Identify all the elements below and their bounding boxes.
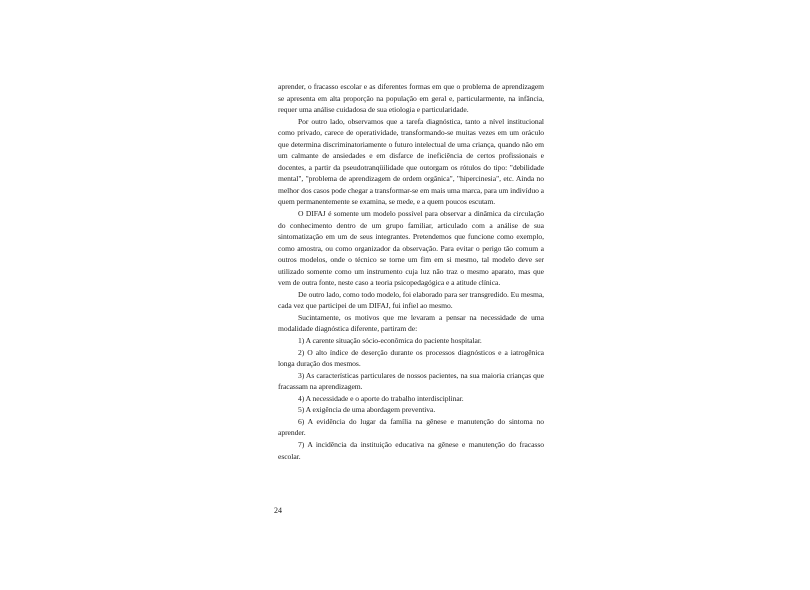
page-number: 24	[274, 506, 282, 515]
paragraph-motives-intro: Sucintamente, os motivos que me levaram a pensar na necessidade de uma modalidade diagnóstica diferente, partiram de:	[278, 312, 544, 334]
motives-list	[278, 335, 544, 462]
book-page-text	[278, 81, 544, 462]
paragraph-difaj-model: O DIFAJ é somente um modelo possível para observar a dinâmica da circulação do conhecimento dentro de um grupo familiar, articulado com a análise de sua sintomatização em um de seus integrantes. Pretendemos que funcione como exemplo, como amostra, ou como organizador da observação. Para evitar o perigo tão comum a outros modelos, onde o técnico se torne um fim em si mesmo, tal modelo deve ser utilizado somente como um instrumento cuja luz não traz o mesmo aparato, mas que vem de outra fonte, neste caso a teoria psicopedagógica e a atitude clínica.	[278, 209, 544, 288]
list-item: 1) A carente situação sócio-econômica do paciente hospitalar.	[298, 336, 482, 346]
list-item: 5) A exigência de uma abordagem preventiva.	[298, 405, 436, 415]
list-item: 6) A evidência do lugar da família na gênese e manutenção do sintoma no aprender.	[278, 416, 544, 438]
paragraph-continuation: aprender, o fracasso escolar e as diferentes formas em que o problema de aprendizagem se apresenta em alta proporção na população em geral e, particularmente, na infância, requer uma análise cuidadosa de sua etiologia e particularidade.	[278, 82, 544, 115]
paragraph-transgression: De outro lado, como todo modelo, foi elaborado para ser transgredido. Eu mesma, cada vez que participei de um DIFAJ, fui infiel ao mesmo.	[278, 289, 544, 311]
list-item: 3) As características particulares de nossos pacientes, na sua maioria crianças que fracassam na aprendizagem.	[278, 370, 544, 392]
list-item: 7) A incidência da instituição educativa na gênese e manutenção do fracasso escolar.	[278, 439, 544, 461]
list-item: 4) A necessidade e o aporte do trabalho interdisciplinar.	[298, 393, 464, 403]
list-item: 2) O alto índice de deserção durante os processos diagnósticos e a iatrogênica longa duração dos mesmos.	[278, 347, 544, 369]
paragraph-diagnostic-task: Por outro lado, observamos que a tarefa diagnóstica, tanto a nível institucional como privado, carece de operatividade, transformando-se muitas vezes em um oráculo que determina discriminatoriamente o futuro intelectual de uma criança, quando não em um calmante de ansiedades e em disfarce de ineficiência de certos profissionais e docentes, a partir da pseudotranqüilidade que outorgam os rótulos do tipo: "debilidade mental", "problema de aprendizagem de ordem orgânica", "hipercinesia", etc. Ainda no melhor dos casos pode chegar a transformar-se em mais uma marca, para um indivíduo a quem permanentemente se examina, se mede, e a quem poucos escutam.	[278, 116, 544, 207]
